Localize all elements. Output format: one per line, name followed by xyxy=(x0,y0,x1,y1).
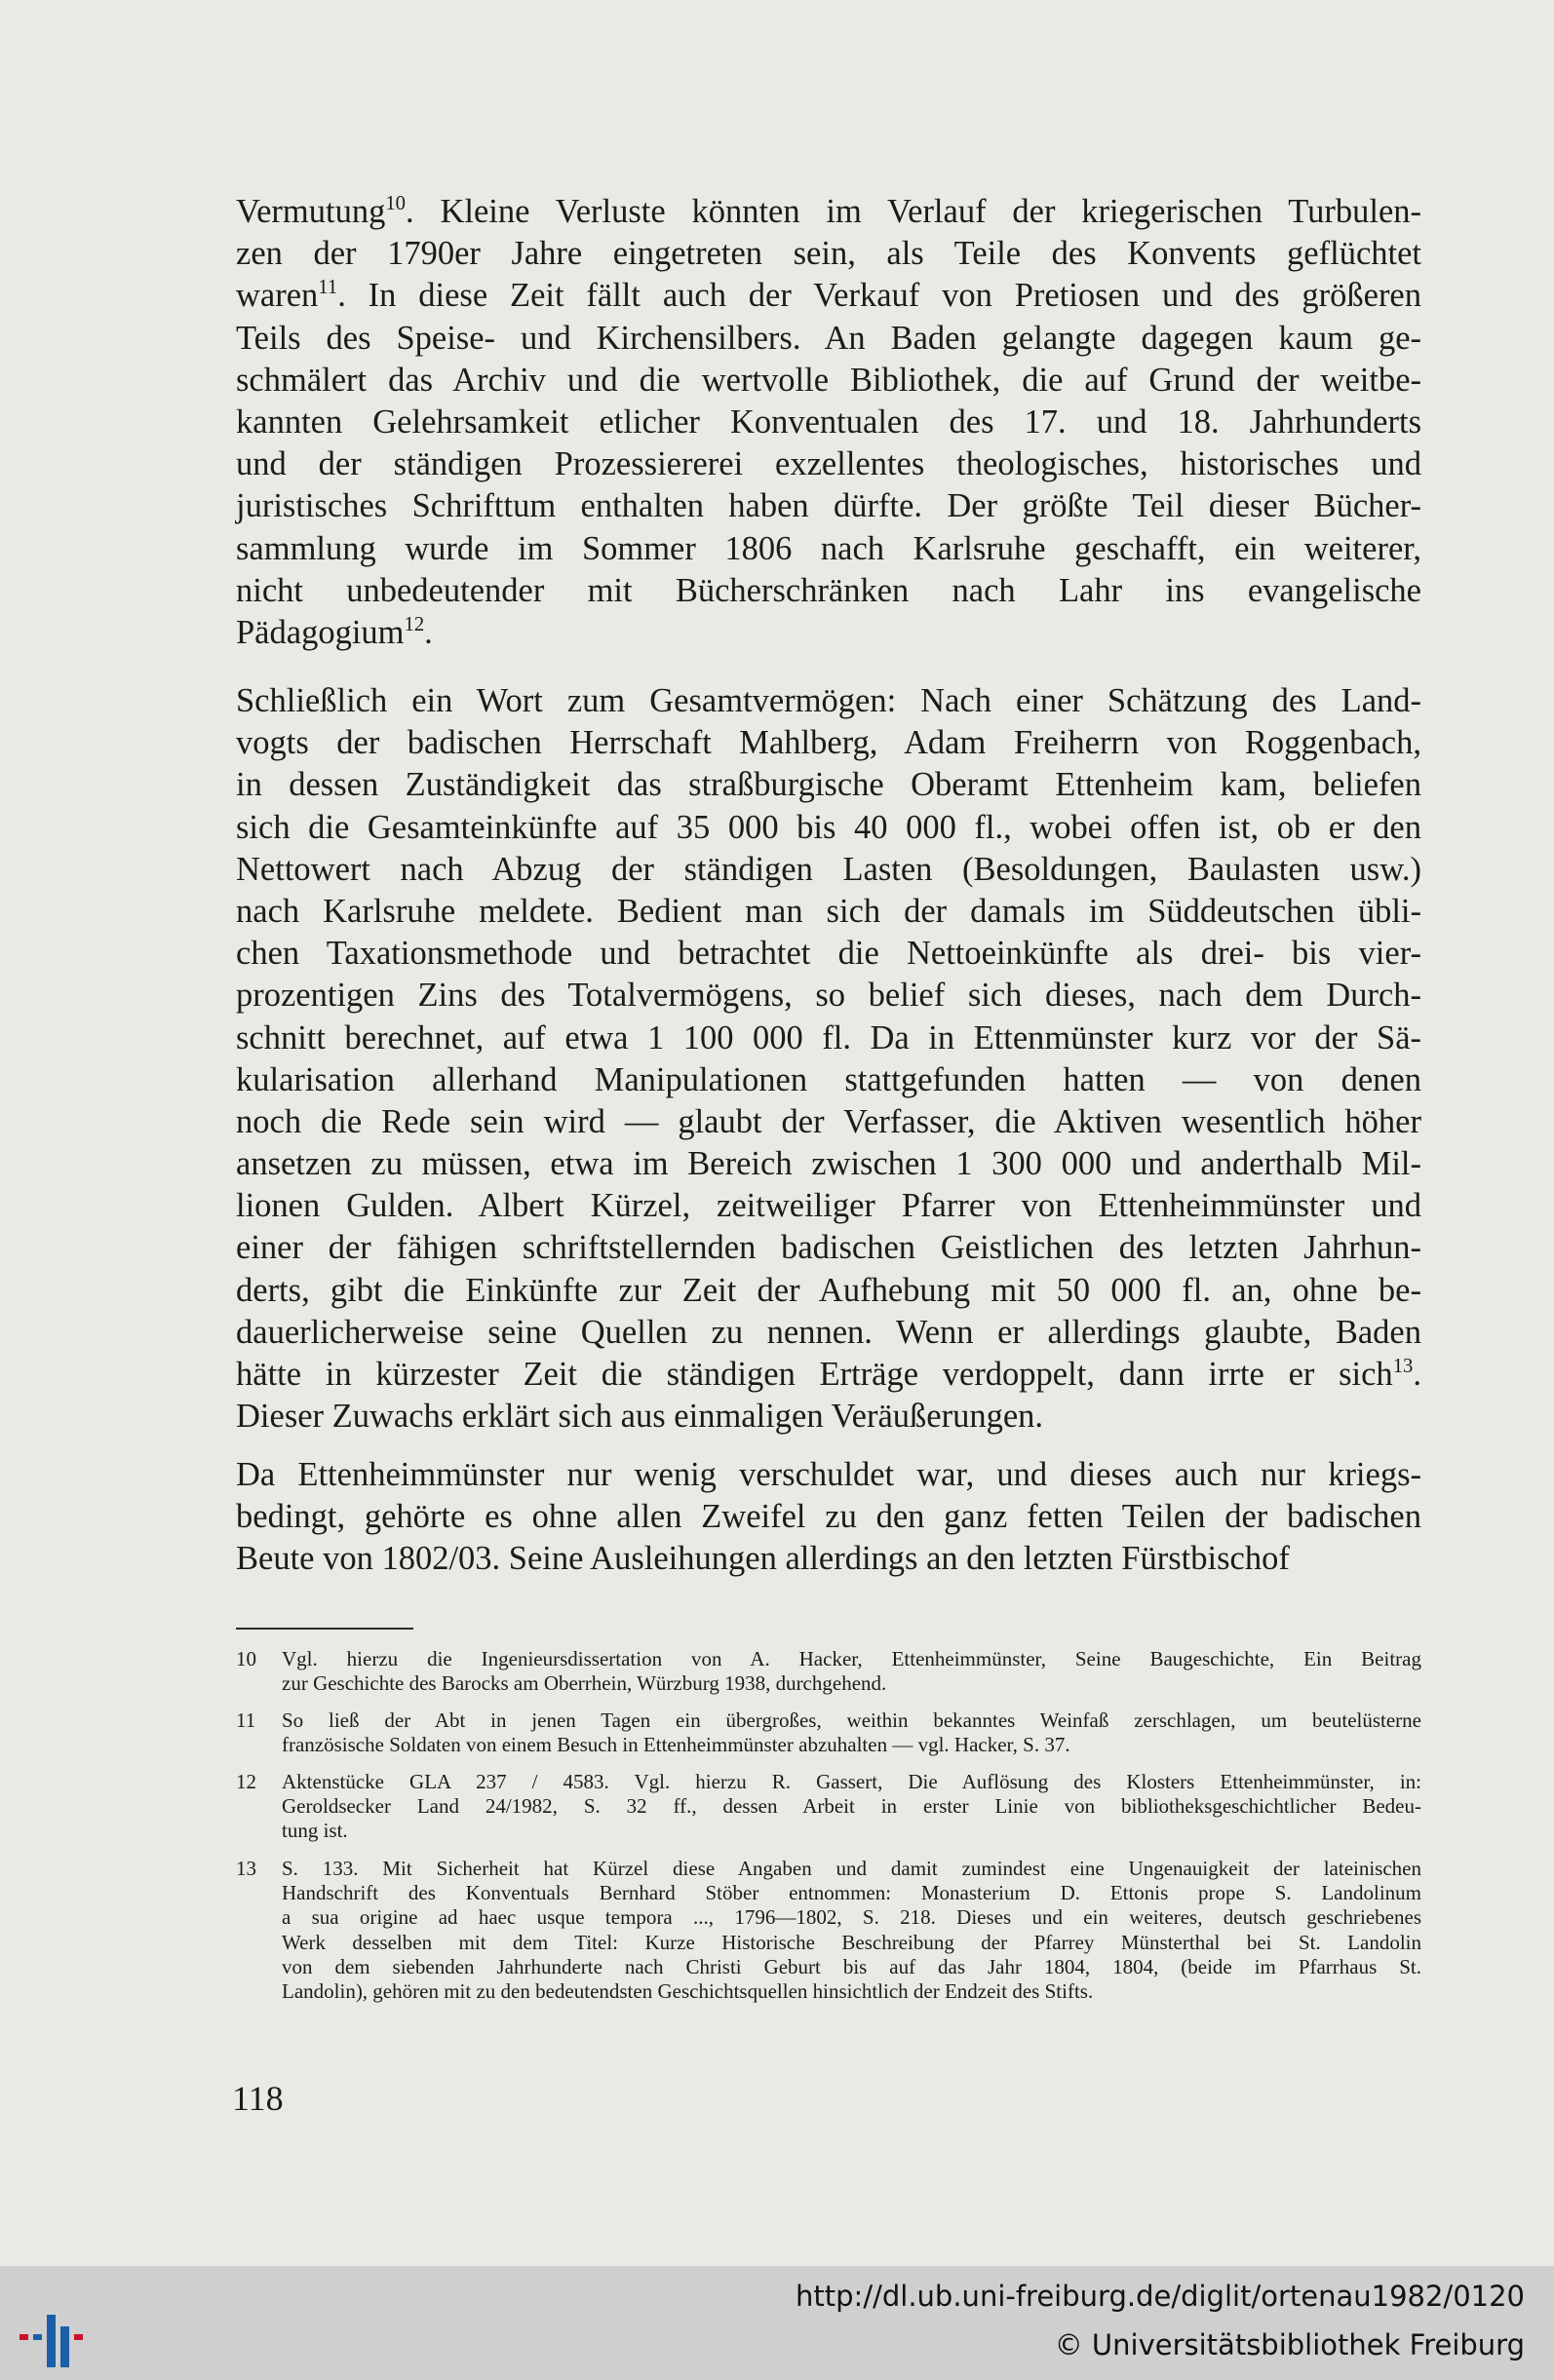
text-line xyxy=(236,612,1421,654)
text-segment: hätte in kürzester Zeit die ständigen Erträge verdoppelt, dann irrte er sich xyxy=(236,1356,1393,1393)
text-segment: ansetzen zu müssen, etwa im Bereich zwischen 1 300 000 und anderthalb Mil- xyxy=(236,1145,1421,1183)
text-line xyxy=(236,360,1421,402)
text-line xyxy=(236,1017,1421,1059)
text-line xyxy=(236,1538,1421,1580)
text-segment: kannten Gelehrsamkeit etlicher Konventualen des 17. und 18. Jahrhunderts xyxy=(236,403,1421,441)
text-segment: Da Ettenheimmünster nur wenig verschuldet war, und dieses auch nur kriegs- xyxy=(236,1456,1421,1493)
footnote-line: Vgl. hierzu die Ingenieursdissertation von A. Hacker, Ettenheimmünster, Seine Baugeschichte, Ein Beitrag xyxy=(282,1647,1421,1670)
text-segment: nicht unbedeutender mit Bücherschränken nach Lahr ins evangelische xyxy=(236,571,1421,609)
text-line xyxy=(236,849,1421,891)
text-line xyxy=(236,1396,1421,1438)
text-line xyxy=(236,1312,1421,1354)
text-line xyxy=(236,233,1421,275)
text-line xyxy=(236,891,1421,933)
text-line xyxy=(236,1270,1421,1312)
text-line xyxy=(236,764,1421,806)
text-segment: waren xyxy=(236,277,319,315)
footnote-line: französische Soldaten von einem Besuch in Ettenheimmünster abzuhalten — vgl. Hacker, S. 37. xyxy=(282,1733,1070,1757)
text-line xyxy=(236,807,1421,849)
text-segment: prozentigen Zins des Totalvermögens, so belief sich dieses, nach dem Durch- xyxy=(236,977,1421,1015)
text-line xyxy=(236,191,1421,233)
paragraph-1 xyxy=(236,191,1421,654)
footnote-line: Landolin), gehören mit zu den bedeutendsten Geschichtsquellen hinsichtlich der Endzeit des Stifts. xyxy=(282,1978,1094,2003)
text-line xyxy=(236,318,1421,360)
text-line xyxy=(236,975,1421,1017)
footnote-line: Handschrift des Konventuals Bernhard Stöber entnommen: Monasterium D. Ettonis prope S. Landolinum xyxy=(282,1881,1421,1905)
text-line xyxy=(236,1059,1421,1101)
ub-freiburg-logo-icon xyxy=(19,2313,97,2371)
text-line xyxy=(236,1143,1421,1185)
footnote-number: 11 xyxy=(236,1708,256,1732)
text-segment: sammlung wurde im Sommer 1806 nach Karlsruhe geschafft, ein weiterer, xyxy=(236,529,1421,567)
text-segment: schnitt berechnet, auf etwa 1 100 000 fl. Da in Ettenmünster kurz vor der Sä- xyxy=(236,1018,1421,1056)
page-number: 118 xyxy=(232,2079,284,2118)
footnote-line: Werk desselben mit dem Titel: Kurze Historische Beschreibung der Pfarrey Münsterthal bei St. Landolin xyxy=(282,1930,1421,1954)
text-line xyxy=(236,680,1421,722)
text-line xyxy=(236,1101,1421,1143)
text-line xyxy=(236,570,1421,612)
text-segment: juristisches Schrifttum enthalten haben dürfte. Der größte Teil dieser Bücher- xyxy=(236,487,1421,525)
text-line xyxy=(236,528,1421,570)
footer-bar xyxy=(0,2266,1554,2380)
footnote-line: Aktenstücke GLA 237 / 4583. Vgl. hierzu R. Gassert, Die Auflösung des Klosters Ettenheimmünster, in: xyxy=(282,1770,1421,1793)
text-segment: . xyxy=(1413,1356,1421,1393)
footnote-reference: 11 xyxy=(318,277,338,299)
text-segment: Dieser Zuwachs erklärt sich aus einmaligen Veräußerungen. xyxy=(236,1398,1044,1436)
footnote-number: 10 xyxy=(236,1647,256,1670)
text-segment: Nettowert nach Abzug der ständigen Lasten (Besoldungen, Baulasten usw.) xyxy=(236,850,1421,888)
text-segment: nach Karlsruhe meldete. Bedient man sich der damals im Süddeutschen übli- xyxy=(236,892,1421,930)
text-line xyxy=(236,1185,1421,1227)
paragraph-3 xyxy=(236,1454,1421,1581)
text-segment: kularisation allerhand Manipulationen stattgefunden hatten — von denen xyxy=(236,1060,1421,1098)
text-segment: vogts der badischen Herrschaft Mahlberg, Adam Freiherrn von Roggenbach, xyxy=(236,724,1421,762)
text-line xyxy=(236,443,1421,485)
text-segment: . Kleine Verluste könnten im Verlauf der kriegerischen Turbulen- xyxy=(406,193,1421,230)
text-segment: lionen Gulden. Albert Kürzel, zeitweiliger Pfarrer von Ettenheimmünster und xyxy=(236,1187,1421,1225)
text-segment: Schließlich ein Wort zum Gesamtvermögen: Nach einer Schätzung des Land- xyxy=(236,682,1421,719)
text-segment: und der ständigen Prozessiererei exzellentes theologisches, historisches und xyxy=(236,445,1421,483)
text-segment: schmälert das Archiv und die wertvolle Bibliothek, die auf Grund der weitbe- xyxy=(236,361,1421,399)
text-segment: Teils des Speise- und Kirchensilbers. An Baden gelangte dagegen kaum ge- xyxy=(236,319,1421,357)
text-line xyxy=(236,275,1421,317)
text-segment: Vermutung xyxy=(236,193,386,230)
footnote-reference: 12 xyxy=(404,614,425,636)
footnote-line: S. 133. Mit Sicherheit hat Kürzel diese Angaben und damit zumindest eine Ungenauigkeit der lateinischen xyxy=(282,1857,1421,1880)
text-segment: einer der fähigen schriftstellernden badischen Geistlichen des letzten Jahrhun- xyxy=(236,1229,1421,1267)
footnote-line: Geroldsecker Land 24/1982, S. 32 ff., dessen Arbeit in erster Linie von bibliotheksgeschichtlicher Bedeu- xyxy=(282,1794,1421,1819)
text-segment: derts, gibt die Einkünfte zur Zeit der Aufhebung mit 50 000 fl. an, ohne be- xyxy=(236,1271,1421,1309)
text-line xyxy=(236,1227,1421,1269)
footnote-reference: 13 xyxy=(1392,1356,1414,1378)
text-line xyxy=(236,1454,1421,1496)
text-segment: . In diese Zeit fällt auch der Verkauf von Pretiosen und des größeren xyxy=(337,277,1421,315)
text-line xyxy=(236,1496,1421,1538)
paragraph-2 xyxy=(236,680,1421,1438)
text-line xyxy=(236,1354,1421,1396)
text-line xyxy=(236,933,1421,975)
footer-copyright: © Universitätsbibliothek Freiburg xyxy=(1054,2328,1525,2361)
footnote-number: 12 xyxy=(236,1770,256,1793)
text-line xyxy=(236,485,1421,527)
text-line xyxy=(236,402,1421,443)
footnote-line: tung ist. xyxy=(282,1819,348,1843)
footnote-line: So ließ der Abt in jenen Tagen ein übergroßes, weithin bekanntes Weinfaß zerschlagen, um beutelüsterne xyxy=(282,1708,1421,1732)
text-segment: noch die Rede sein wird — glaubt der Verfasser, die Aktiven wesentlich höher xyxy=(236,1102,1421,1140)
footnote-line: a sua origine ad haec usque tempora ..., 1796—1802, S. 218. Dieses und ein weiteres, deutsch geschriebenes xyxy=(282,1905,1421,1930)
text-segment: sich die Gesamteinkünfte auf 35 000 bis 40 000 fl., wobei offen ist, ob er den xyxy=(236,808,1421,846)
text-segment: zen der 1790er Jahre eingetreten sein, als Teile des Konvents geflüchtet xyxy=(236,235,1421,273)
text-line xyxy=(236,722,1421,764)
footnote-line: von dem siebenden Jahrhunderte nach Christi Geburt bis auf das Jahr 1804, 1804, (beide im Pfarrhaus St. xyxy=(282,1954,1421,1978)
footer-url-link[interactable]: http://dl.ub.uni-freiburg.de/diglit/ortenau1982/0120 xyxy=(796,2280,1525,2313)
text-segment: chen Taxationsmethode und betrachtet die Nettoeinkünfte als drei- bis vier- xyxy=(236,935,1421,973)
footnote-separator xyxy=(236,1628,413,1630)
footnote-reference: 10 xyxy=(385,193,407,215)
text-segment: Beute von 1802/03. Seine Ausleihungen allerdings an den letzten Fürstbischof xyxy=(236,1540,1290,1578)
text-segment: Pädagogium xyxy=(236,613,405,651)
footnote-number: 13 xyxy=(236,1857,256,1880)
text-segment: . xyxy=(424,613,433,651)
text-segment: in dessen Zuständigkeit das straßburgische Oberamt Ettenheim kam, beliefen xyxy=(236,766,1421,804)
text-segment: bedingt, gehörte es ohne allen Zweifel zu den ganz fetten Teilen der badischen xyxy=(236,1498,1421,1536)
text-segment: dauerlicherweise seine Quellen zu nennen. Wenn er allerdings glaubte, Baden xyxy=(236,1313,1421,1351)
footnote-line: zur Geschichte des Barocks am Oberrhein, Würzburg 1938, durchgehend. xyxy=(282,1671,887,1696)
